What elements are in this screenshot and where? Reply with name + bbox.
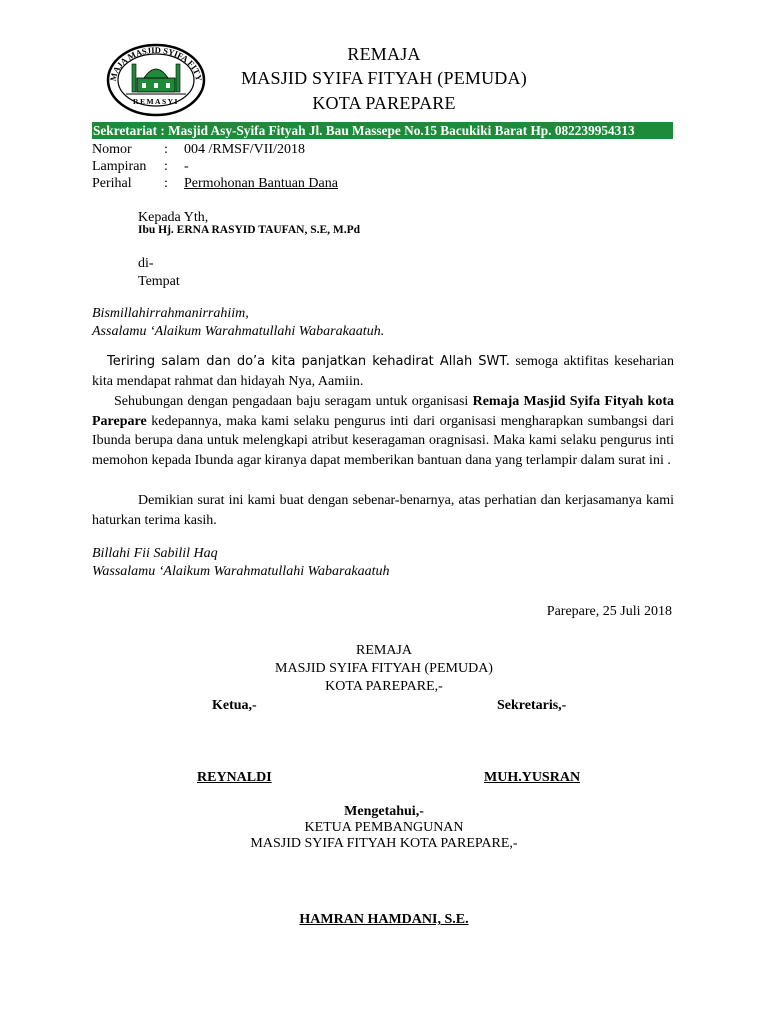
letterhead-line-2: MASJID SYIFA FITYAH (PEMUDA) [241,68,527,88]
nomor-value: 004 /RMSF/VII/2018 [184,142,305,157]
sekretaris-label: Sekretaris,- [497,698,567,713]
perihal-colon: : [164,176,168,191]
closing-billahi: Billahi Fii Sabilil Haq [92,546,218,561]
lampiran-value: - [184,159,189,174]
meta-perihal [92,174,338,193]
body-paragraph-1 [92,352,674,391]
perihal-label: Perihal [92,176,132,191]
mengetahui-label: Mengetahui,- [344,804,424,819]
recipient-name: Ibu Hj. ERNA RASYID TAUFAN, S.E, M.Pd [138,224,361,236]
signature-org-line-3: KOTA PAREPARE,- [325,679,443,694]
paragraph-2-start: Sehubungan dengan pengadaan baju seragam untuk organisasi [114,394,473,409]
paragraph-1-rest: semoga aktifitas keseharian kita mendapat rahmat dan hidayah Nya, Aamiin. [92,354,675,389]
letterhead-line-1: REMAJA [347,44,421,64]
approver-title-1: KETUA PEMBANGUNAN [304,820,464,835]
logo-bottom-text: REMASYI [133,97,179,106]
ketua-name: REYNALDI [197,770,272,785]
opening-bismillah: Bismillahirrahmanirrahiim, [92,306,249,321]
logo-emblem [104,42,208,118]
opening-salam: Assalamu ‘Alaikum Warahmatullahi Wabarakaatuh. [92,324,385,339]
letter-date: Parepare, 25 Juli 2018 [546,604,672,619]
sekretaris-name: MUH.YUSRAN [484,770,581,785]
letterhead-line-3: KOTA PAREPARE [312,93,456,113]
organization-logo [104,42,208,118]
nomor-colon: : [164,142,168,157]
ketua-label: Ketua,- [212,698,257,713]
lampiran-label: Lampiran [92,159,147,174]
approver-title-2: MASJID SYIFA FITYAH KOTA PAREPARE,- [250,836,518,851]
logo-arc-text: MAJA MASJID SYIFA FITY [107,44,204,82]
signature-org-line-1: REMAJA [355,643,412,658]
recipient-greeting: Kepada Yth, [138,210,209,225]
signature-org-line-2: MASJID SYIFA FITYAH (PEMUDA) [275,661,493,676]
paragraph-2-rest: kedepannya, maka kami selaku pengurus inti dari organisasi mengharapkan sumbangsi dari Ibunda berupa dana untuk melengkapi atribut keseragaman oragnisasi. Maka kami selaku pengurus inti memohon kepada Ibunda agar kiranya dapat memberikan bantuan dana yang terlampir dalam surat ini . [92,413,674,468]
body-paragraph-3: Demikian surat ini kami buat dengan sebenar-benarnya, atas perhatian dan kerjasamanya kami haturkan terima kasih. [92,493,674,528]
body-paragraph-2 [92,392,674,470]
approver-name: HAMRAN HAMDANI, S.E. [299,912,469,927]
perihal-value: Permohonan Bantuan Dana [184,176,338,191]
secretariat-bar: Sekretariat : Masjid Asy-Syifa Fityah Jl. Bau Massepe No.15 Bacukiki Barat Hp. 082239954313 [92,122,673,139]
recipient-di: di- [138,256,154,271]
closing-wassalam: Wassalamu ‘Alaikum Warahmatullahi Wabarakaatuh [92,564,390,579]
paragraph-1-greeting: Teriring salam dan do’a kita panjatkan kehadirat Allah SWT. [107,354,510,369]
paragraph-2-organization: Remaja Masjid Syifa Fityah kota Parepare [92,394,674,429]
nomor-label: Nomor [92,142,132,157]
lampiran-colon: : [164,159,168,174]
recipient-place: Tempat [138,274,180,289]
